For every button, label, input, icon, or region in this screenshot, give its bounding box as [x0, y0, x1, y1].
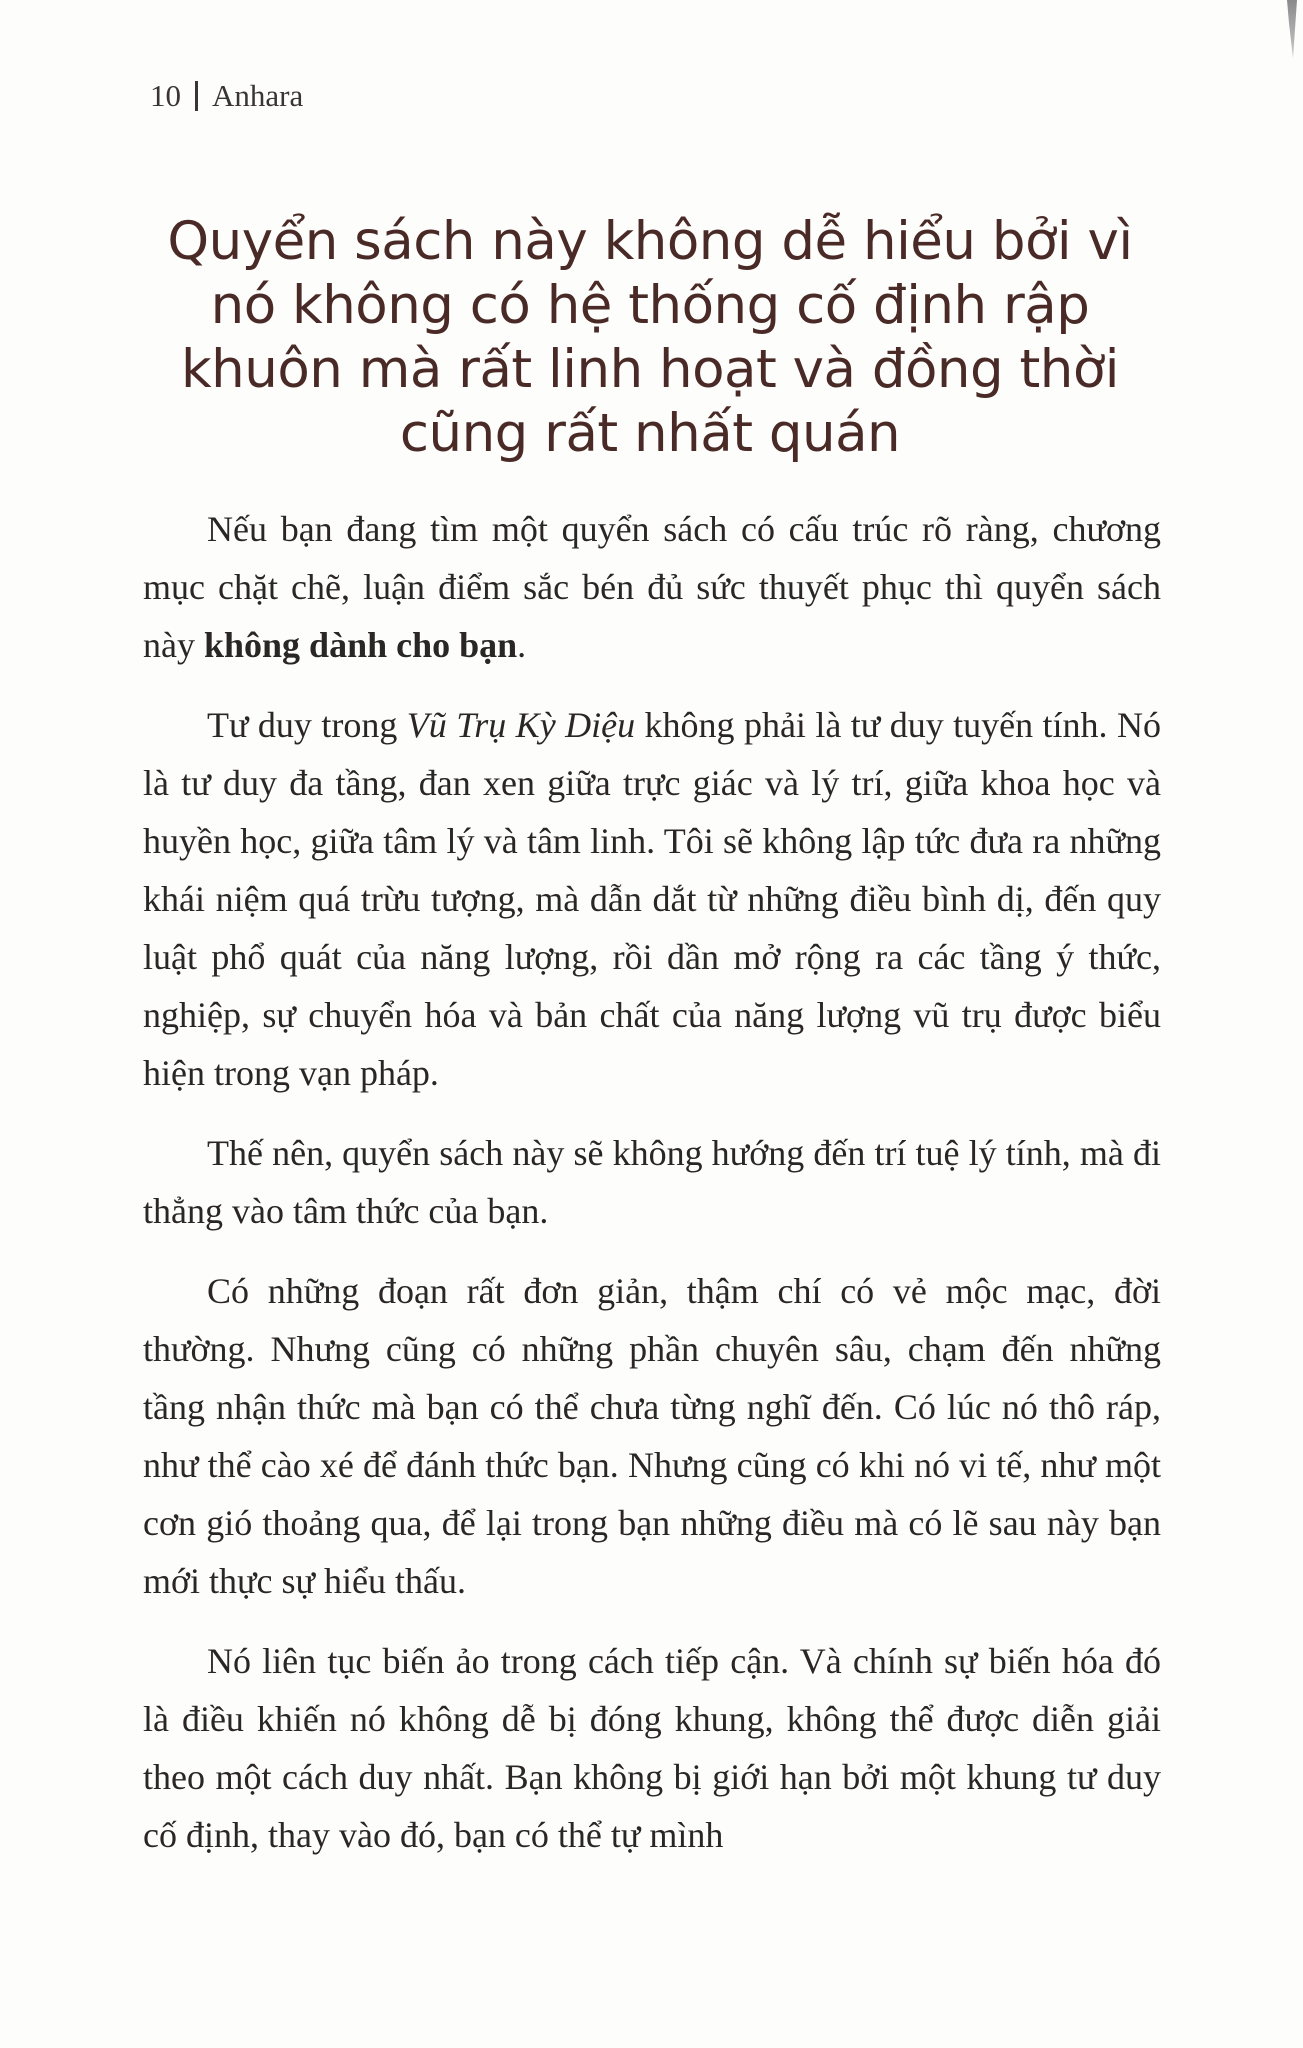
author-name: Anhara: [212, 78, 304, 113]
bold-phrase: không dành cho bạn: [203, 625, 518, 665]
page-corner-mark: [1287, 0, 1297, 58]
running-head-separator: [195, 81, 198, 111]
paragraph-text: Nếu bạn đang tìm một quyển sách có cấu trúc rõ ràng, chương mục chặt chẽ, luận điểm sắc bén đủ sức thuyết phục thì quyển sách này: [143, 509, 1161, 665]
paragraph-text: Tư duy trong: [207, 705, 407, 745]
paragraph-text: .: [517, 625, 527, 665]
page-number: 10: [150, 78, 181, 113]
paragraph: Thế nên, quyển sách này sẽ không hướng đến trí tuệ lý tính, mà đi thẳng vào tâm thức của bạn.: [143, 1133, 1161, 1231]
section-title: Quyển sách này không dễ hiểu bởi vì nó không có hệ thống cố định rập khuôn mà rất linh hoạt và đồng thời cũng rất nhất quán: [167, 211, 1133, 464]
paragraph: Nó liên tục biến ảo trong cách tiếp cận. Và chính sự biến hóa đó là điều khiến nó không dễ bị đóng khung, không thể được diễn giải theo một cách duy nhất. Bạn không bị giới hạn bởi một khung tư duy cố định, thay vào đó, bạn có thể tự mình: [143, 1641, 1161, 1855]
paragraph: [143, 696, 1161, 1102]
running-head: [150, 78, 303, 114]
paragraph-text: không phải là tư duy tuyến tính. Nó là tư duy đa tầng, đan xen giữa trực giác và lý trí, giữa khoa học và huyền học, giữa tâm lý và tâm linh. Tôi sẽ không lập tức đưa ra những khái niệm quá trừu tượng, mà dẫn dắt từ những điều bình dị, đến quy luật phổ quát của năng lượng, rồi dần mở rộng ra các tầng ý thức, nghiệp, sự chuyển hóa và bản chất của năng lượng vũ trụ được biểu hiện trong vạn pháp.: [143, 705, 1161, 1093]
paragraph: Có những đoạn rất đơn giản, thậm chí có vẻ mộc mạc, đời thường. Nhưng cũng có những phần chuyên sâu, chạm đến những tầng nhận thức mà bạn có thể chưa từng nghĩ đến. Có lúc nó thô ráp, như thể cào xé để đánh thức bạn. Nhưng cũng có khi nó vi tế, như một cơn gió thoảng qua, để lại trong bạn những điều mà có lẽ sau này bạn mới thực sự hiểu thấu.: [143, 1271, 1161, 1601]
body-text: [143, 500, 1161, 1886]
book-title-italic: Vũ Trụ Kỳ Diệu: [406, 705, 636, 745]
paragraph: [143, 500, 1161, 674]
